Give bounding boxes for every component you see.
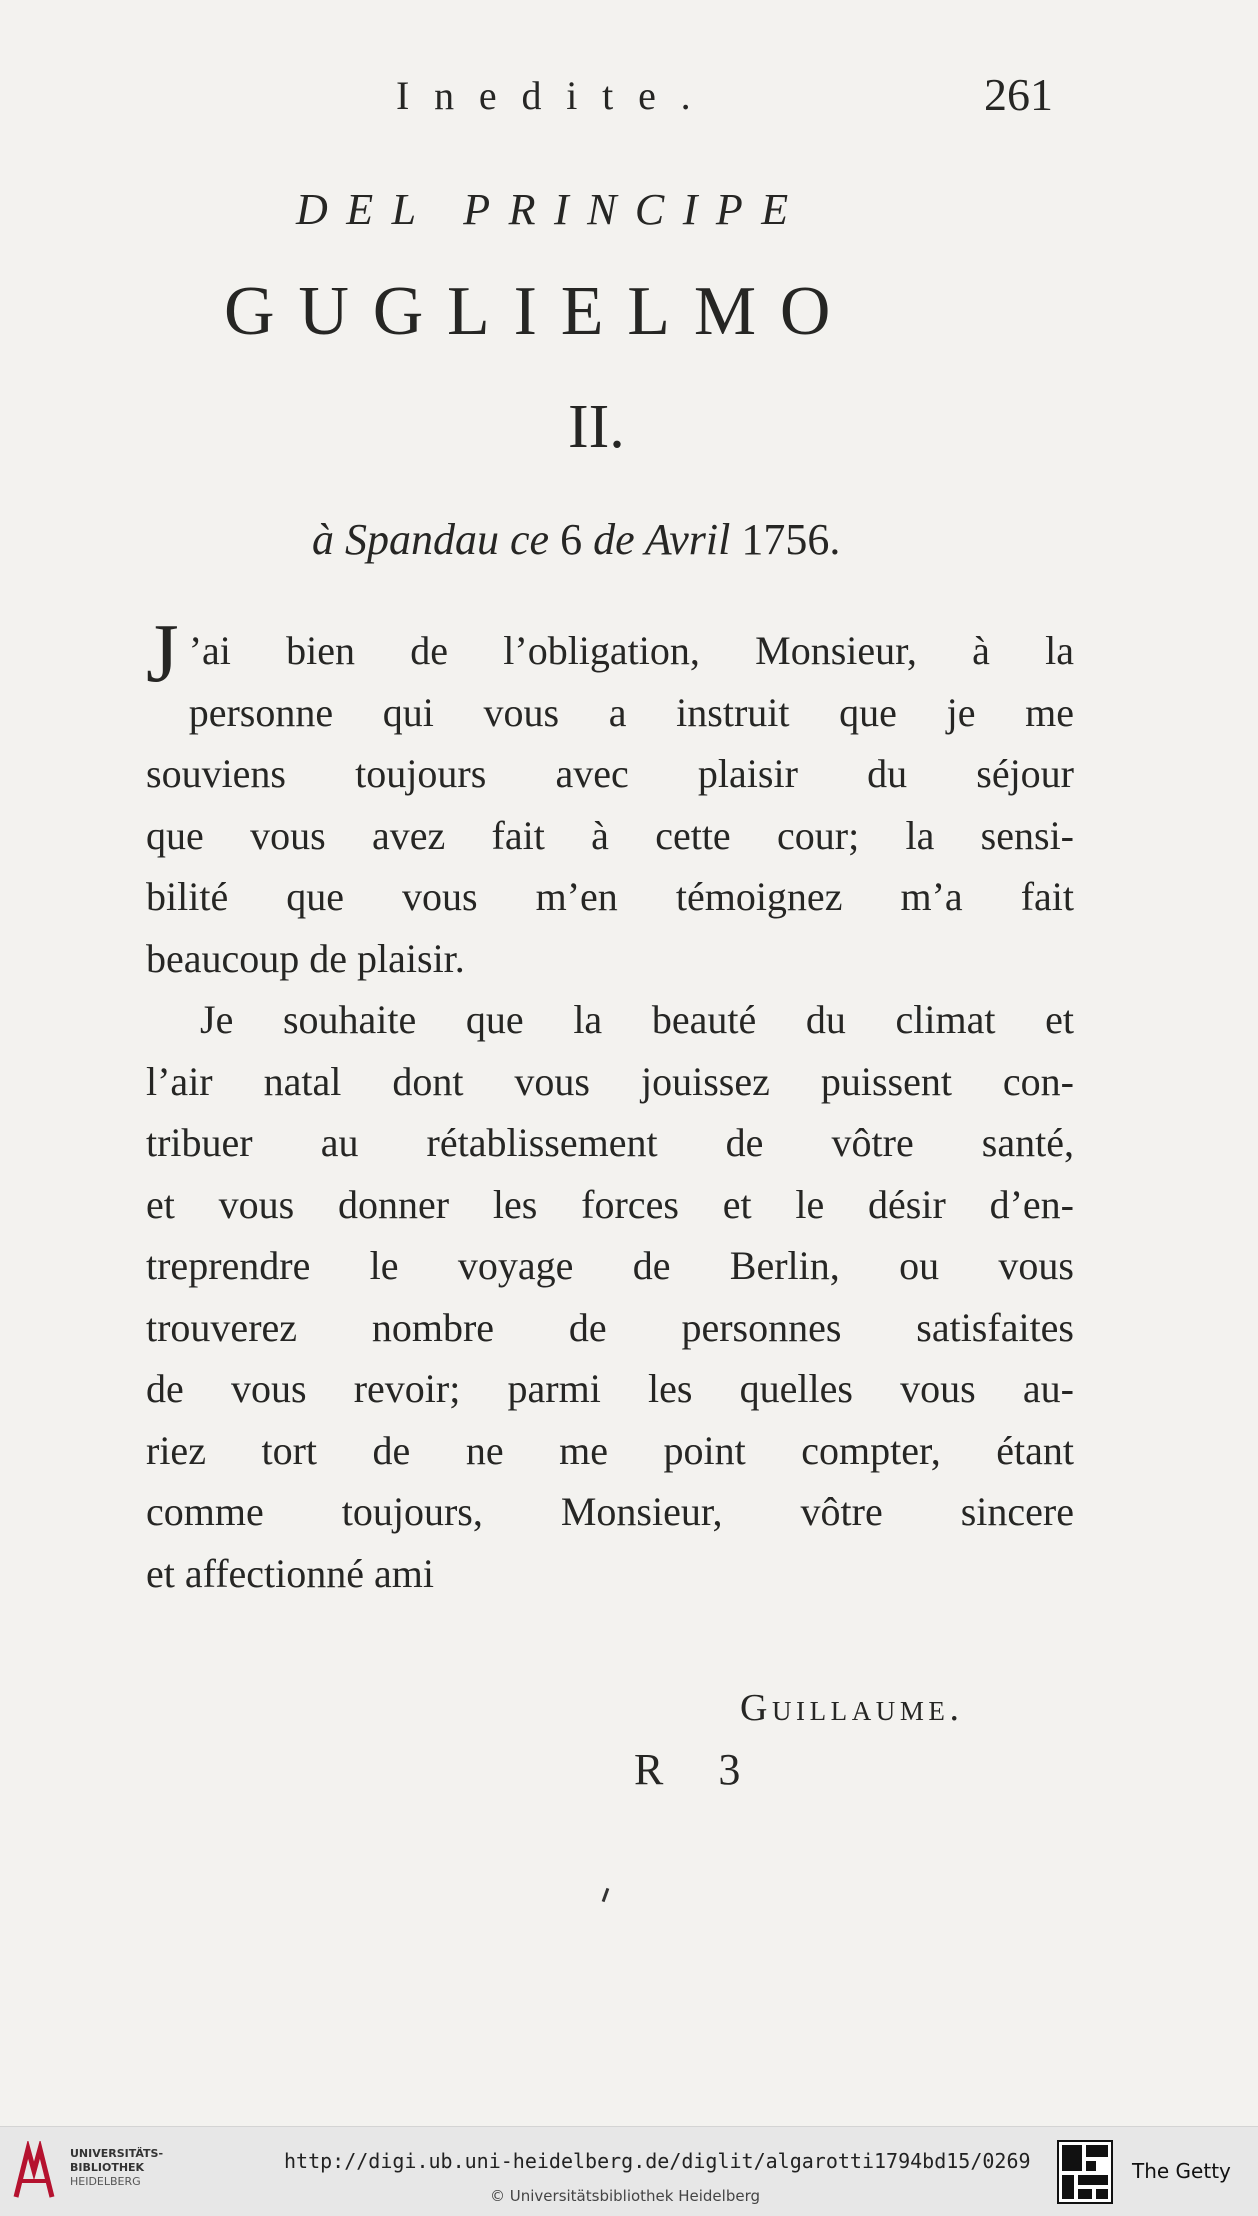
paragraph-1	[146, 607, 1074, 989]
viewer-footer	[0, 2126, 1258, 2216]
library-name-line: BIBLIOTHEK	[70, 2161, 145, 2174]
university-library-logo-icon	[12, 2141, 56, 2201]
dateline	[312, 514, 840, 565]
text-line: et affectionné ami	[146, 1550, 435, 1596]
heading-subtitle: DEL PRINCIPE	[296, 185, 807, 234]
dateline-year: 1756.	[741, 515, 841, 564]
library-name-line: HEIDELBERG	[70, 2175, 141, 2188]
text-line: l’air natal dont vous jouissez puissent con-	[146, 1058, 1074, 1104]
signature: Guillaume.	[740, 1687, 964, 1729]
text-line: trouverez nombre de personnes satisfaites	[146, 1304, 1074, 1350]
text-line: de vous revoir; parmi les quelles vous au-	[146, 1366, 1074, 1411]
text-line: beaucoup de plaisir.	[146, 935, 465, 981]
text-line: Je souhaite que la beauté du climat et	[200, 997, 1074, 1042]
dateline-place: à Spandau ce	[312, 515, 550, 564]
running-head: Inedite.	[396, 73, 716, 118]
text-line: et vous donner les forces et le désir d’en-	[146, 1181, 1074, 1227]
heading-numeral: II.	[568, 393, 625, 461]
text-line: souviens toujours avec plaisir du séjour	[146, 751, 1074, 796]
drop-cap: J	[146, 607, 179, 700]
partner-name: The Getty	[1132, 2159, 1231, 2183]
permalink-url[interactable]: http://digi.ub.uni-heidelberg.de/diglit/algarotti1794bd15/0269	[284, 2149, 1031, 2173]
paragraph-2	[146, 989, 1074, 1604]
letter-body	[146, 607, 1074, 1604]
page-number: 261	[984, 69, 1053, 120]
dateline-day: 6	[560, 515, 583, 564]
text-line: que vous avez fait à cette cour; la sensi-	[146, 812, 1074, 858]
heading-name: GUGLIELMO	[224, 273, 855, 350]
dateline-month: de Avril	[593, 515, 731, 564]
text-line: comme toujours, Monsieur, vôtre sincere	[146, 1489, 1074, 1534]
text-line: personne qui vous a instruit que je me	[188, 689, 1074, 735]
text-line: ’ai bien de l’obligation, Monsieur, à la	[188, 628, 1074, 673]
library-name	[70, 2147, 163, 2189]
text-line: tribuer au rétablissement de vôtre santé,	[146, 1120, 1074, 1165]
text-line: bilité que vous m’en témoignez m’a fait	[146, 874, 1074, 919]
signature-mark: R 3	[634, 1745, 763, 1794]
getty-logo-icon	[1056, 2139, 1114, 2205]
library-name-line: UNIVERSITÄTS-	[70, 2147, 164, 2160]
text-line: treprendre le voyage de Berlin, ou vous	[146, 1243, 1074, 1288]
copyright-notice: © Universitätsbibliothek Heidelberg	[490, 2187, 761, 2205]
text-line: riez tort de ne me point compter, étant	[146, 1427, 1074, 1473]
ink-speck	[602, 1888, 610, 1902]
